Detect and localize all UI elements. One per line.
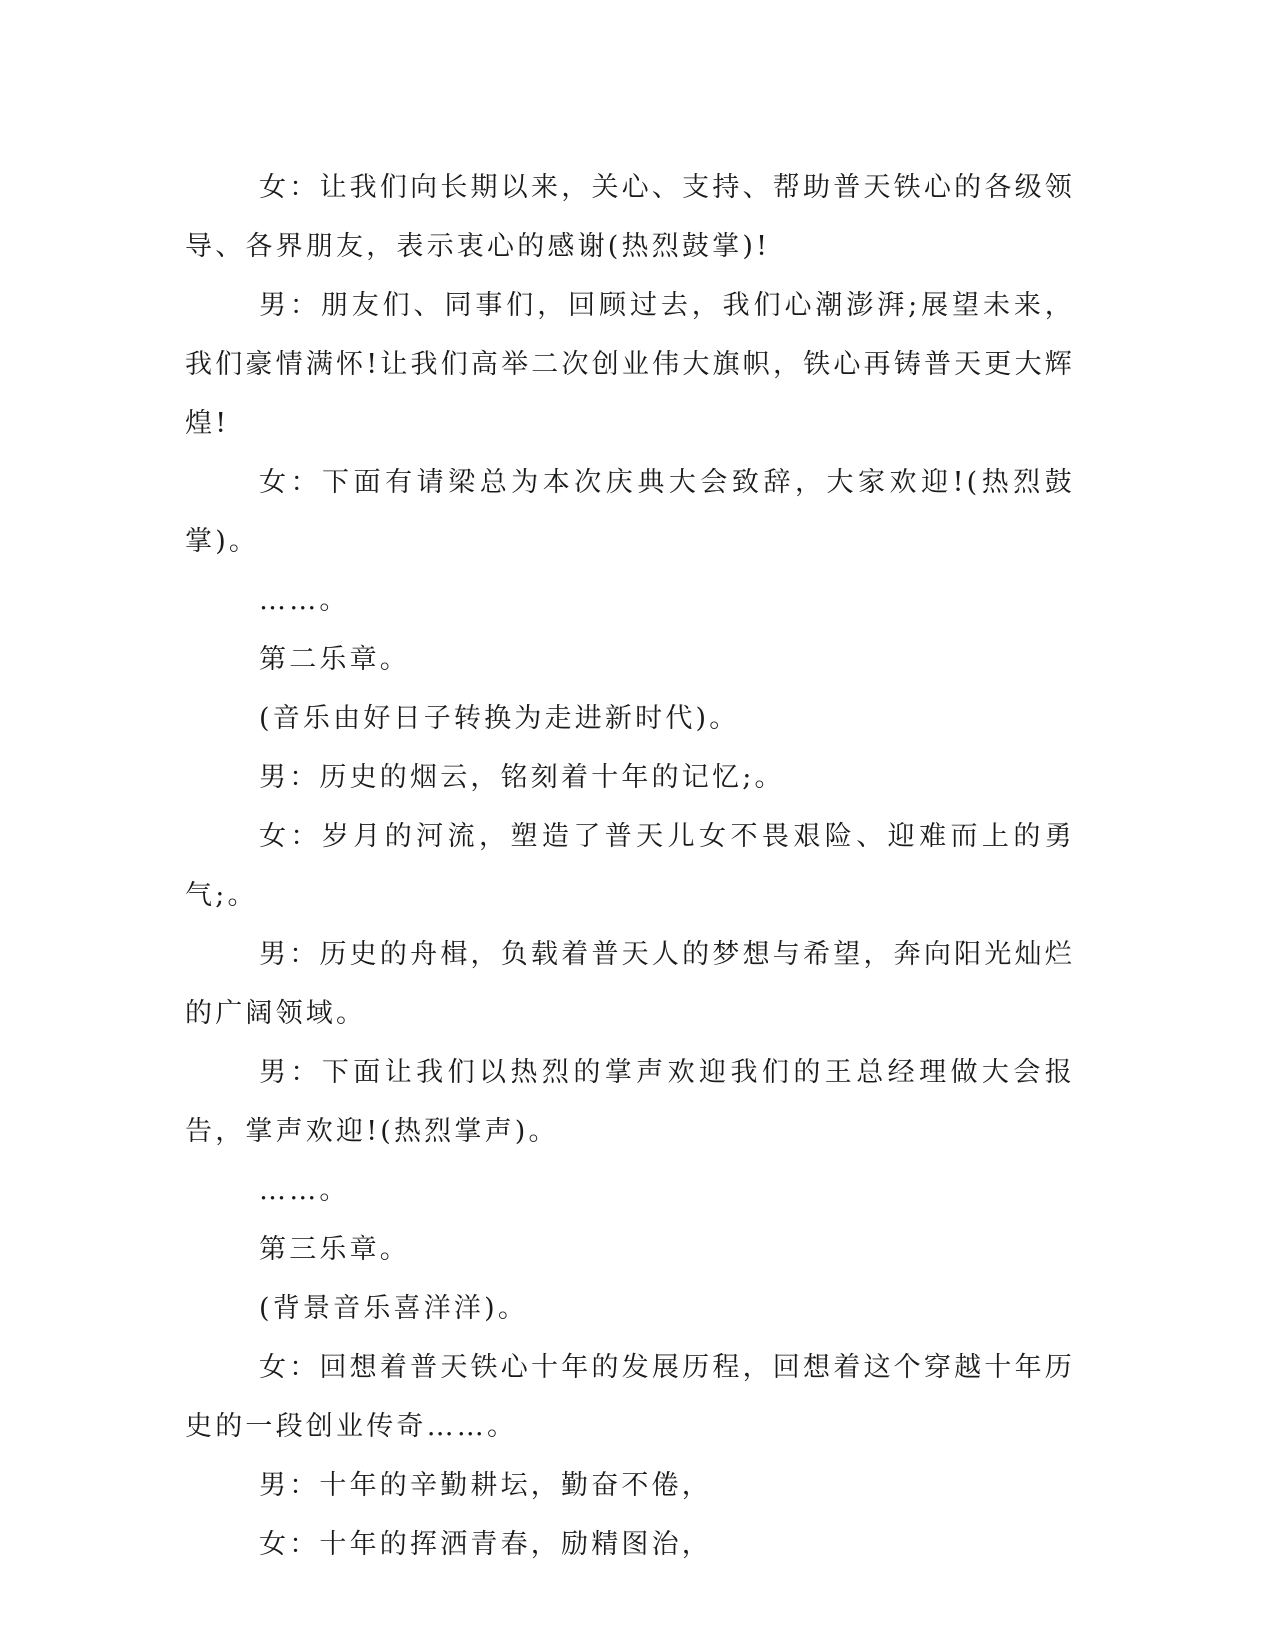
paragraph: 男：历史的舟楫，负载着普天人的梦想与希望，奔向阳光灿烂的广阔领域。 <box>185 939 1075 1029</box>
paragraph: 男：下面让我们以热烈的掌声欢迎我们的王总经理做大会报告，掌声欢迎!(热烈掌声)。 <box>185 1057 1075 1147</box>
paragraph: 男：十年的辛勤耕坛，勤奋不倦， <box>259 1470 712 1501</box>
ellipsis-line: ……。 <box>259 585 350 616</box>
paragraph: 女：回想着普天铁心十年的发展历程，回想着这个穿越十年历史的一段创业传奇……。 <box>185 1352 1075 1442</box>
paragraph: 男：历史的烟云，铭刻着十年的记忆;。 <box>259 762 785 793</box>
stage-direction: (背景音乐喜洋洋)。 <box>259 1293 529 1324</box>
paragraph: 女：让我们向长期以来，关心、支持、帮助普天铁心的各级领导、各界朋友，表示衷心的感谢(热烈鼓掌)! <box>185 172 1075 262</box>
section-heading: 第二乐章。 <box>259 644 410 675</box>
section-heading: 第三乐章。 <box>259 1234 410 1265</box>
stage-direction: (音乐由好日子转换为走进新时代)。 <box>259 703 740 734</box>
paragraph: 女：下面有请梁总为本次庆典大会致辞，大家欢迎!(热烈鼓掌)。 <box>185 467 1075 557</box>
document-body <box>185 158 1075 1574</box>
ellipsis-line: ……。 <box>259 1175 350 1206</box>
paragraph: 女：十年的挥洒青春，励精图治， <box>259 1529 712 1560</box>
paragraph: 女：岁月的河流，塑造了普天儿女不畏艰险、迎难而上的勇气;。 <box>185 821 1075 911</box>
paragraph: 男：朋友们、同事们，回顾过去，我们心潮澎湃;展望未来，我们豪情满怀!让我们高举二次创业伟大旗帜，铁心再铸普天更大辉煌! <box>185 290 1075 439</box>
